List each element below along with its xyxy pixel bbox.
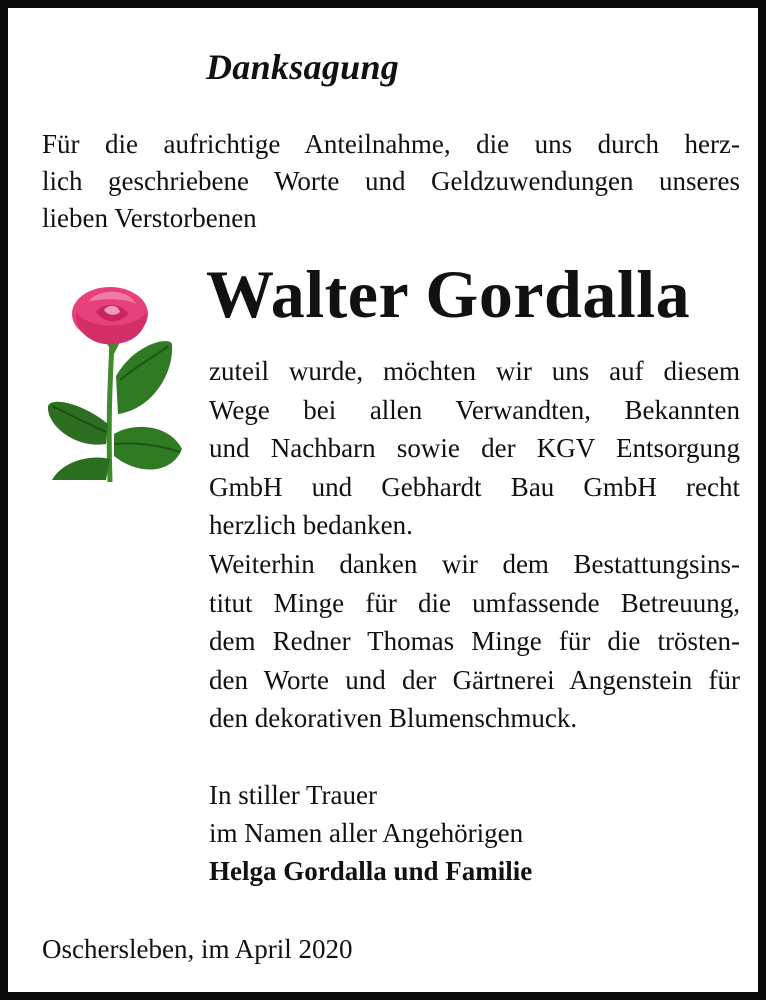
- place-date: Oschersleben, im April 2020: [42, 934, 353, 964]
- intro-line: Für die aufrichtige Anteilnahme, die uns durch herz-: [42, 129, 740, 159]
- intro-text: [42, 126, 740, 237]
- rose-icon: [44, 284, 189, 484]
- body-line: den Worte und der Gärtnerei Angenstein für: [209, 664, 740, 695]
- intro-line: lieben Verstorbenen: [42, 203, 257, 233]
- intro-line: lich geschriebene Worte und Geldzuwendungen unseres: [42, 166, 740, 196]
- body-line: den dekorativen Blumenschmuck.: [209, 703, 578, 734]
- body-line: herzlich bedanken.: [209, 510, 413, 541]
- body-line: Weiterhin danken wir dem Bestattungsins-: [209, 548, 740, 579]
- body-line: GmbH und Gebhardt Bau GmbH recht: [209, 471, 740, 502]
- body-line: zuteil wurde, möchten wir uns auf diesem: [209, 356, 740, 386]
- signature-block: [209, 776, 532, 890]
- body-line: Wege bei allen Verwandten, Bekannten: [209, 394, 740, 425]
- signature-line: In stiller Trauer: [209, 780, 377, 810]
- body-line: und Nachbarn sowie der KGV Entsorgung: [209, 433, 740, 464]
- signature-family: Helga Gordalla und Familie: [209, 856, 533, 886]
- heading: Danksagung: [206, 47, 400, 87]
- body-line: dem Redner Thomas Minge für die trösten-: [209, 626, 740, 657]
- body-text: [209, 352, 740, 738]
- signature-line: im Namen aller Angehörigen: [209, 818, 524, 848]
- deceased-name: Walter Gordalla: [206, 256, 691, 332]
- body-line: titut Minge für die umfassende Betreuung,: [209, 587, 740, 618]
